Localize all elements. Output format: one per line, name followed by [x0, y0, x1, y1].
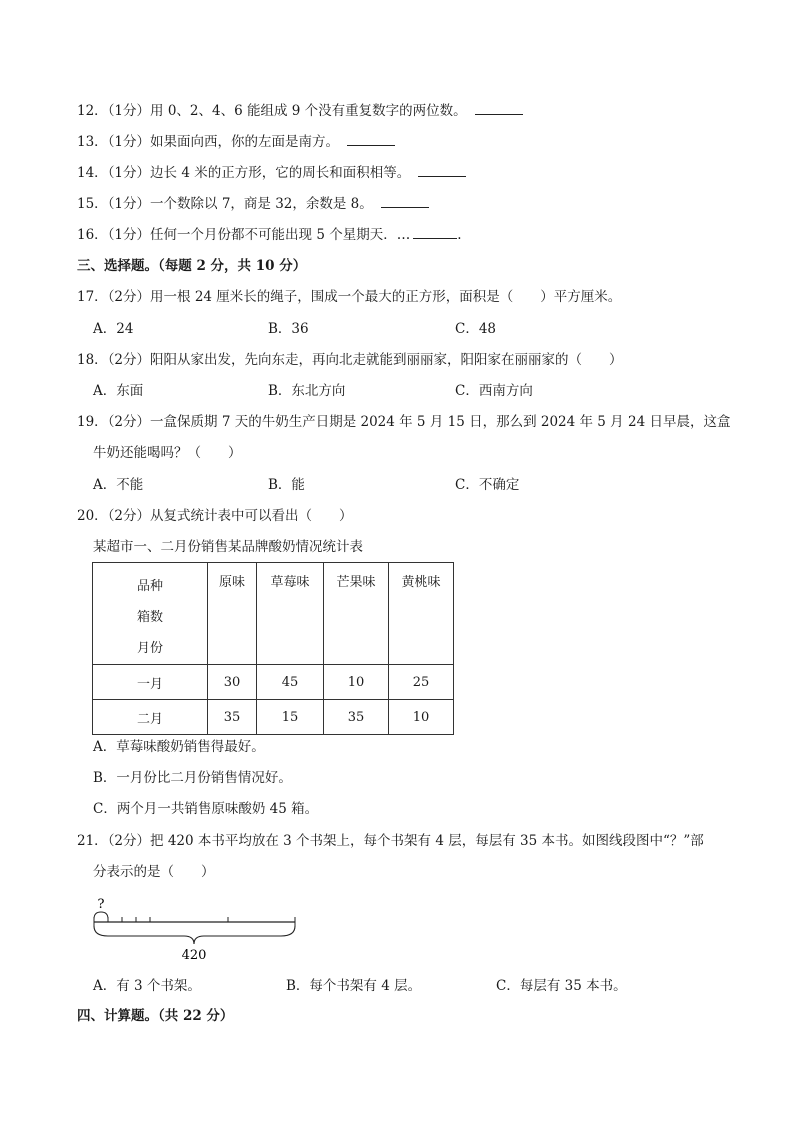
option-a[interactable]: A．有 3 个书架。	[93, 978, 201, 994]
question-number: 13．	[77, 134, 108, 150]
question-text: 任何一个月份都不可能出现 5 个星期天．…	[150, 227, 411, 243]
question-text: 用一根 24 厘米长的绳子，围成一个最大的正方形，面积是（ ）平方厘米。	[150, 289, 622, 305]
question-19	[77, 412, 730, 432]
section-3-title: 三、选择题。（每题 2 分，共 10 分）	[77, 258, 307, 274]
column-header: 黄桃味	[389, 563, 454, 665]
question-13	[77, 132, 395, 152]
column-header: 原味	[208, 563, 257, 665]
question-number: 12．	[77, 103, 108, 119]
table-row	[93, 700, 454, 735]
option-c[interactable]: C．48	[455, 321, 497, 337]
question-score: （2分）	[107, 508, 151, 524]
option-b[interactable]: B．36	[268, 321, 309, 337]
question-text: 边长 4 米的正方形，它的周长和面积相等。	[150, 165, 411, 181]
question-18	[77, 350, 623, 370]
total-label: 420	[181, 948, 207, 963]
table-cell: 10	[324, 665, 389, 700]
statistics-table	[92, 562, 454, 735]
table-cell: 10	[389, 700, 454, 735]
table-cell: 30	[208, 665, 257, 700]
header-diagonal-cell	[93, 563, 208, 665]
question-16	[77, 225, 462, 245]
question-number: 15．	[77, 196, 108, 212]
question-number: 19．	[77, 414, 108, 430]
line-segment-diagram	[88, 892, 300, 964]
question-score: （2分）	[107, 833, 151, 849]
table-cell: 35	[208, 700, 257, 735]
question-17	[77, 287, 621, 307]
header-label-month: 月份	[136, 641, 163, 656]
question-score: （2分）	[107, 352, 151, 368]
option-c[interactable]: C．每层有 35 本书。	[496, 978, 627, 994]
answer-blank[interactable]	[475, 101, 523, 115]
option-a[interactable]: A．24	[93, 321, 134, 337]
question-text: 把 420 本书平均放在 3 个书架上，每个书架有 4 层，每层有 35 本书。如图线段图中“？”部	[150, 833, 704, 849]
question-score: （2分）	[107, 289, 151, 305]
header-label-boxes: 箱数	[136, 610, 163, 625]
row-label: 二月	[93, 700, 208, 735]
question-end-mark: .	[457, 227, 462, 243]
question-text: 如果面向西，你的左面是南方。	[150, 134, 340, 150]
question-text: 从复式统计表中可以看出（ ）	[150, 508, 353, 524]
question-21	[77, 831, 704, 851]
option-b[interactable]: B．一月份比二月份销售情况好。	[93, 770, 292, 786]
question-number: 14．	[77, 165, 108, 181]
question-score: （1分）	[107, 196, 151, 212]
answer-blank[interactable]	[413, 225, 457, 239]
option-c[interactable]: C．两个月一共销售原味酸奶 45 箱。	[93, 801, 319, 817]
question-score: （1分）	[107, 165, 151, 181]
option-c[interactable]: C．西南方向	[455, 383, 533, 399]
question-score: （1分）	[107, 103, 151, 119]
question-number: 18．	[77, 352, 108, 368]
question-15	[77, 194, 429, 214]
question-text: 一盒保质期 7 天的牛奶生产日期是 2024 年 5 月 15 日，那么到 2024 年 5 月 24 日早晨，这盒	[150, 414, 731, 430]
question-score: （1分）	[107, 134, 151, 150]
table-cell: 35	[324, 700, 389, 735]
option-a[interactable]: A．东面	[93, 383, 144, 399]
table-header-row	[93, 563, 454, 665]
question-12	[77, 101, 523, 121]
question-mark-label: ?	[97, 897, 105, 912]
question-number: 20．	[77, 508, 108, 524]
question-number: 16．	[77, 227, 108, 243]
option-c[interactable]: C．不确定	[455, 477, 520, 493]
table-cell: 15	[257, 700, 324, 735]
table-cell: 45	[257, 665, 324, 700]
option-a[interactable]: A．不能	[93, 477, 144, 493]
row-label: 一月	[93, 665, 208, 700]
table-title: 某超市一、二月份销售某品牌酸奶情况统计表	[93, 539, 363, 555]
question-14	[77, 163, 466, 183]
question-19-continued: 牛奶还能喝吗？（ ）	[93, 445, 242, 461]
question-20	[77, 506, 353, 526]
option-b[interactable]: B．能	[268, 477, 305, 493]
answer-blank[interactable]	[418, 163, 466, 177]
column-header: 芒果味	[324, 563, 389, 665]
question-text: 一个数除以 7，商是 32，余数是 8。	[150, 196, 373, 212]
question-score: （1分）	[107, 227, 151, 243]
header-label-variety: 品种	[136, 579, 163, 594]
column-header: 草莓味	[257, 563, 324, 665]
answer-blank[interactable]	[347, 132, 395, 146]
question-number: 17．	[77, 289, 108, 305]
table-cell: 25	[389, 665, 454, 700]
option-b[interactable]: B．每个书架有 4 层。	[286, 978, 422, 994]
question-text: 阳阳从家出发，先向东走，再向北走就能到丽丽家，阳阳家在丽丽家的（ ）	[150, 352, 623, 368]
question-text: 用 0、2、4、6 能组成 9 个没有重复数字的两位数。	[150, 103, 467, 119]
option-a[interactable]: A．草莓味酸奶销售得最好。	[93, 739, 265, 755]
section-4-title: 四、计算题。（共 22 分）	[77, 1008, 234, 1024]
option-b[interactable]: B．东北方向	[268, 383, 346, 399]
answer-blank[interactable]	[381, 194, 429, 208]
total-brace	[94, 926, 295, 944]
table-row	[93, 665, 454, 700]
question-brace	[94, 912, 108, 919]
question-21-continued: 分表示的是（ ）	[93, 864, 215, 880]
question-number: 21．	[77, 833, 108, 849]
question-score: （2分）	[107, 414, 151, 430]
